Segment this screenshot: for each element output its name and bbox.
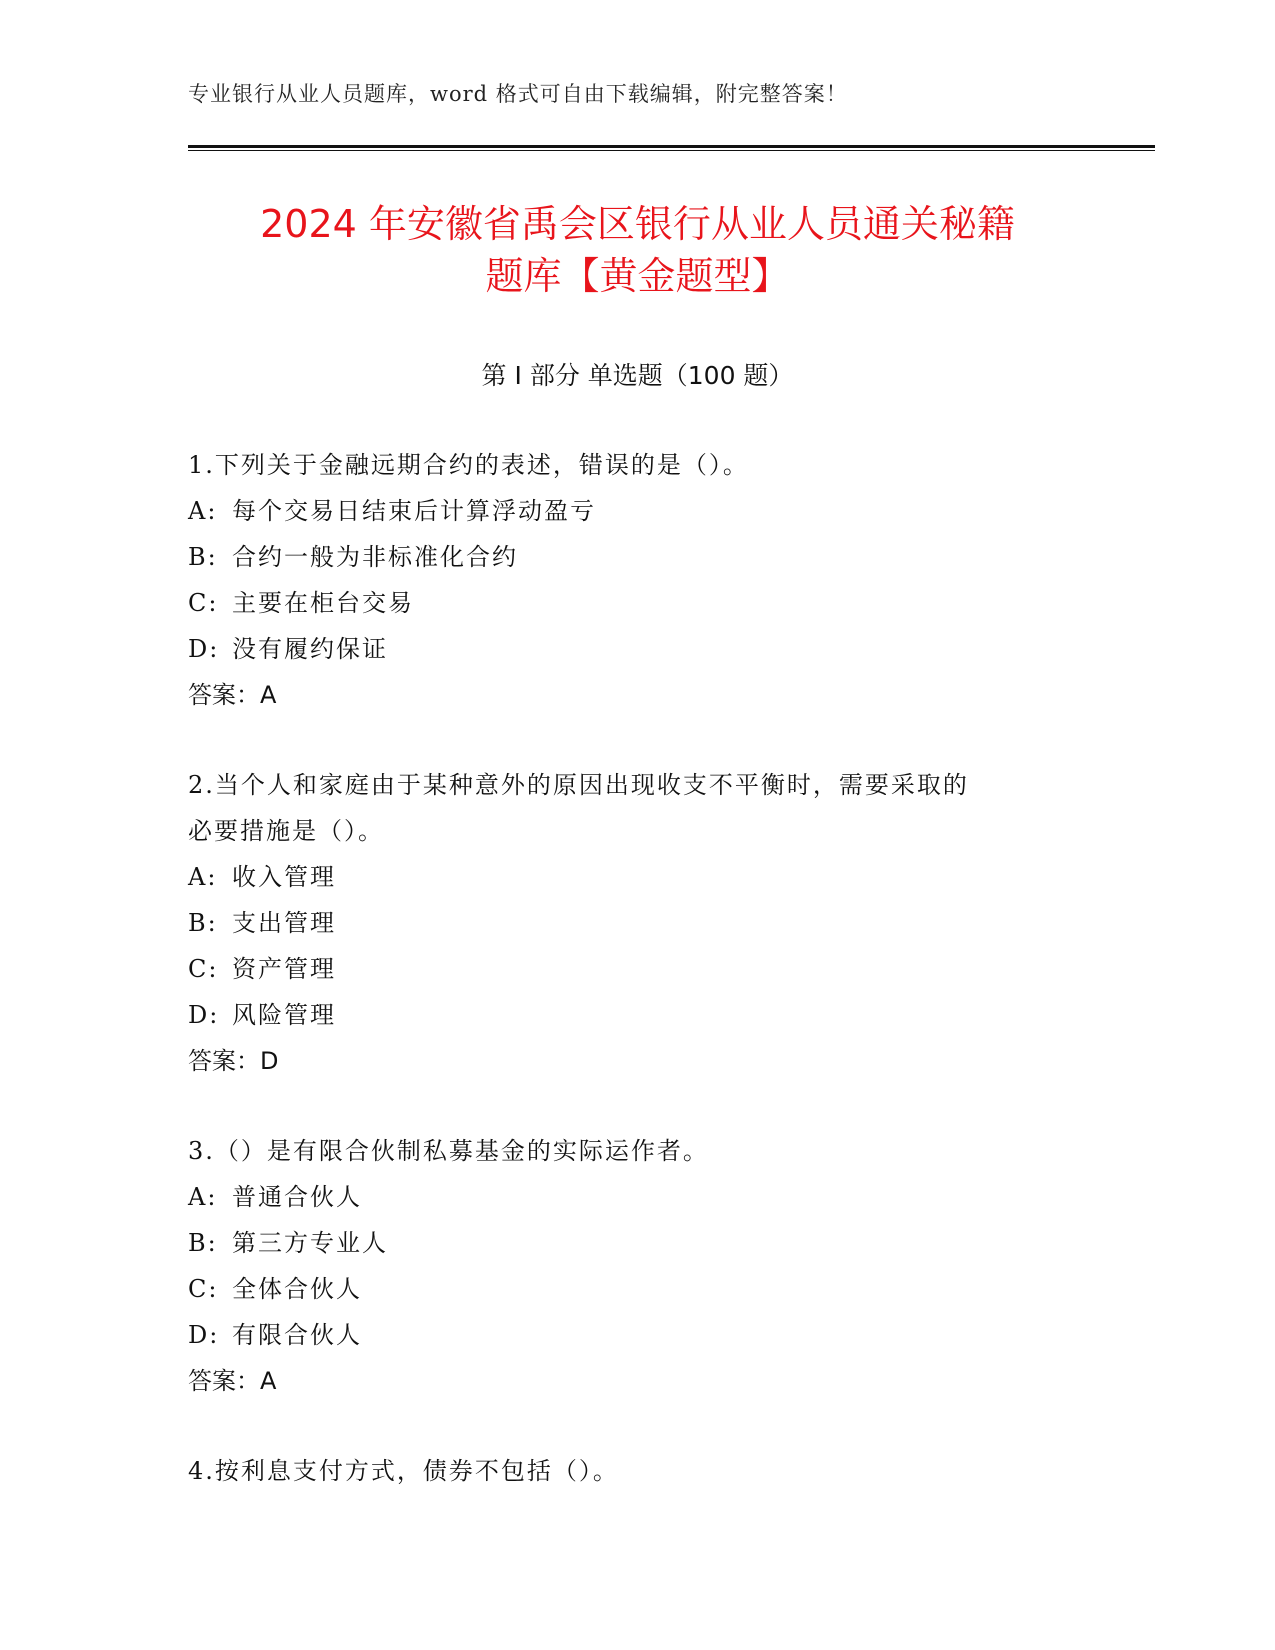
option-text: 主要在柜台交易 xyxy=(232,589,414,617)
section-heading: 第 I 部分 单选题（100 题） xyxy=(481,361,794,390)
header-note: 专业银行从业人员题库，word 格式可自由下载编辑，附完整答案！ xyxy=(188,82,848,106)
document-title-line-2: 题库【黄金题型】 xyxy=(485,254,790,298)
answer-option xyxy=(188,946,1088,992)
answer-option xyxy=(188,992,1088,1038)
option-text: 全体合伙人 xyxy=(232,1275,362,1303)
option-text: 支出管理 xyxy=(232,909,336,937)
answer-option xyxy=(188,1220,1088,1266)
question-stem: 必要措施是（）。 xyxy=(188,817,384,845)
answer-option xyxy=(188,900,1088,946)
option-text: 风险管理 xyxy=(232,1001,336,1029)
answer-option xyxy=(188,488,1088,534)
answer-option xyxy=(188,1266,1088,1312)
option-letter: B: xyxy=(188,909,218,937)
answer-option xyxy=(188,1174,1088,1220)
option-letter: B: xyxy=(188,1229,218,1257)
answer-option xyxy=(188,626,1088,672)
question-block xyxy=(188,1128,1088,1404)
question-stem: 1.下列关于金融远期合约的表述，错误的是（）。 xyxy=(188,451,749,479)
answer-key: 答案：D xyxy=(188,1047,279,1075)
option-text: 没有履约保证 xyxy=(232,635,388,663)
answer-key: 答案：A xyxy=(188,681,277,709)
option-letter: D: xyxy=(188,1321,220,1349)
answer-option xyxy=(188,534,1088,580)
option-letter: A: xyxy=(188,497,218,525)
document-title xyxy=(150,198,1125,302)
option-letter: B: xyxy=(188,543,218,571)
option-text: 每个交易日结束后计算浮动盈亏 xyxy=(232,497,596,525)
option-text: 收入管理 xyxy=(232,863,336,891)
question-block xyxy=(188,762,1088,1084)
answer-key: 答案：A xyxy=(188,1367,277,1395)
answer-option xyxy=(188,580,1088,626)
answer-option xyxy=(188,1312,1088,1358)
option-text: 有限合伙人 xyxy=(232,1321,362,1349)
question-stem: 4.按利息支付方式，债券不包括（）。 xyxy=(188,1457,619,1485)
question-list xyxy=(188,442,1088,1538)
question-block xyxy=(188,1448,1088,1494)
document-title-line-1: 2024 年安徽省禹会区银行从业人员通关秘籍 xyxy=(260,202,1015,246)
question-stem: 2.当个人和家庭由于某种意外的原因出现收支不平衡时，需要采取的 xyxy=(188,771,969,799)
option-text: 资产管理 xyxy=(232,955,336,983)
option-text: 第三方专业人 xyxy=(232,1229,388,1257)
question-block xyxy=(188,442,1088,718)
option-letter: D: xyxy=(188,635,220,663)
option-letter: A: xyxy=(188,1183,218,1211)
option-letter: C: xyxy=(188,1275,219,1303)
header-divider xyxy=(188,145,1155,151)
answer-option xyxy=(188,854,1088,900)
option-letter: C: xyxy=(188,589,219,617)
option-text: 普通合伙人 xyxy=(232,1183,362,1211)
option-text: 合约一般为非标准化合约 xyxy=(232,543,518,571)
option-letter: C: xyxy=(188,955,219,983)
option-letter: A: xyxy=(188,863,218,891)
question-stem: 3.（）是有限合伙制私募基金的实际运作者。 xyxy=(188,1137,709,1165)
option-letter: D: xyxy=(188,1001,220,1029)
